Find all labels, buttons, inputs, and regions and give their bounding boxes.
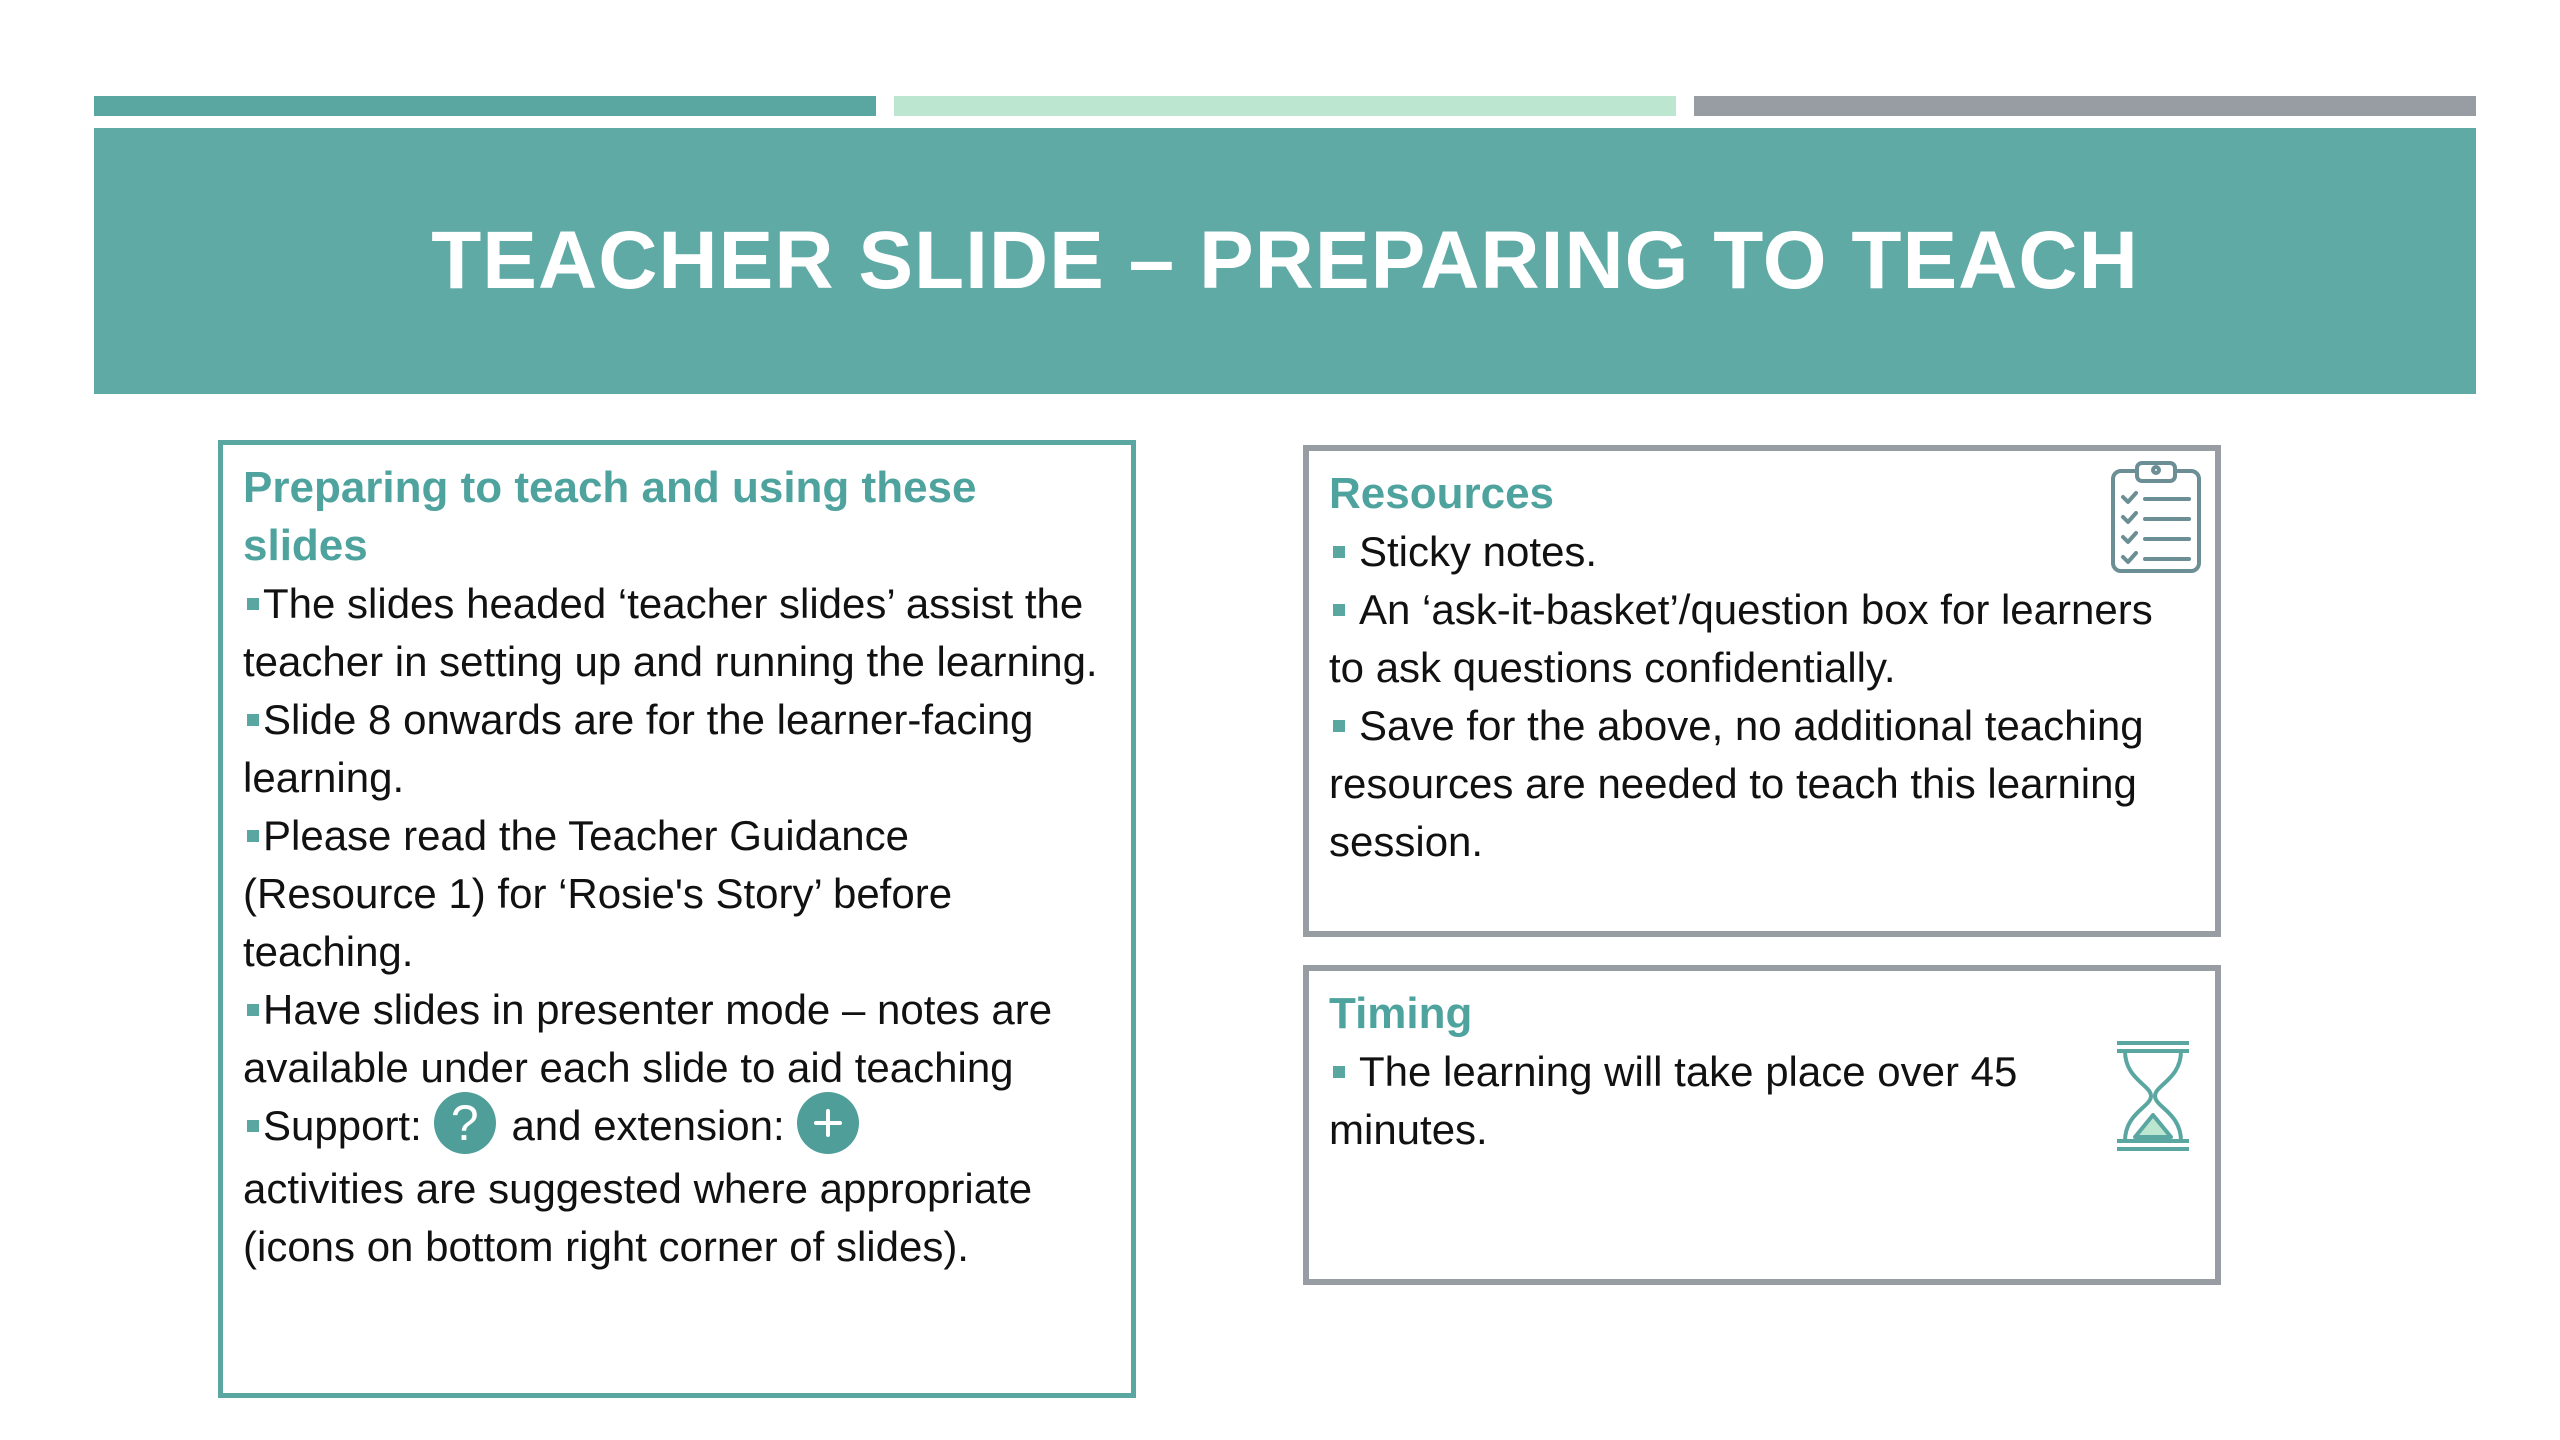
list-item: An ‘ask-it-basket’/question box for learners to ask questions confidentially. [1329, 586, 2153, 691]
list-item: Slide 8 onwards are for the learner-facing learning. [243, 696, 1034, 801]
bullet-icon [1333, 546, 1345, 558]
bullet-icon [247, 1120, 259, 1132]
list-item: Sticky notes. [1329, 523, 2195, 581]
timing-heading: Timing [1329, 989, 1473, 1038]
support-label: Support: [263, 1102, 422, 1149]
bullet-icon [1333, 1066, 1345, 1078]
list-item: Save for the above, no additional teaching resources are needed to teach this learning session. [1329, 702, 2144, 865]
resources-panel [1303, 445, 2221, 937]
clipboard-checklist-icon [2109, 457, 2203, 580]
bullet-icon [247, 598, 259, 610]
bullet-icon [247, 830, 259, 842]
title-band [94, 128, 2476, 394]
preparing-panel [218, 440, 1136, 1398]
bullet-icon [247, 1004, 259, 1016]
list-item: The slides headed ‘teacher slides’ assist the teacher in setting up and running the learning. [243, 580, 1098, 685]
accent-bar-grey [1694, 96, 2476, 116]
bullet-icon [247, 714, 259, 726]
slide-title: TEACHER SLIDE – PREPARING TO TEACH [431, 215, 2139, 306]
question-mark-icon: ? [434, 1092, 496, 1154]
accent-bar-mint [894, 96, 1676, 116]
support-tail-text: activities are suggested where appropriate (icons on bottom right corner of slides). [243, 1164, 1033, 1270]
list-item: The learning will take place over 45 minutes. [1329, 1048, 2018, 1153]
list-item: Please read the Teacher Guidance (Resource 1) for ‘Rosie's Story’ before teaching. [243, 812, 953, 975]
list-item: Have slides in presenter mode – notes are available under each slide to aid teaching [243, 986, 1053, 1091]
accent-bar-teal [94, 96, 876, 116]
extension-label: and extension: [511, 1102, 785, 1149]
support-extension-item [243, 1094, 1111, 1276]
resources-heading: Resources [1329, 469, 1555, 518]
preparing-heading: Preparing to teach and using these slides [243, 463, 977, 570]
hourglass-icon [2113, 1037, 2193, 1160]
bullet-icon [1333, 720, 1345, 732]
timing-panel [1303, 965, 2221, 1285]
bullet-icon [1333, 604, 1345, 616]
plus-icon [797, 1092, 859, 1154]
